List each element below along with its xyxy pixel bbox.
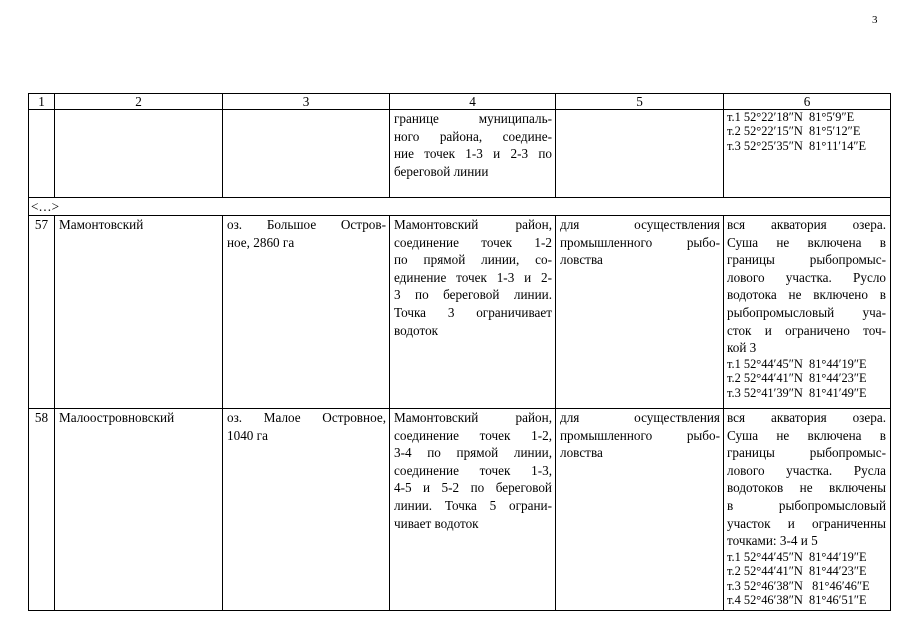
area-description: вся акватория озера. Суша не включена в границы рыбопромыс- лового участка. Русла водотоков не включены в рыбопромысловый участок и ограниченны точками: 3-4 и 5 т.1 52°44′45″N 81°44′19″E т.2 52°44′41″N 81°44′23″E т.3 52°46′38″N 81°46′46″E т.4 52°46′38″N 81°46′51″E	[724, 409, 891, 611]
continuation-row	[29, 110, 891, 198]
area-description: вся акватория озера. Суша не включена в границы рыбопромыс- лового участка. Русло водотока не включено в рыбопромысловый уча- сток и ограничено точ- кой 3 т.1 52°44′45″N 81°44′19″E т.2 52°44′41″N 81°44′23″E т.3 52°41′39″N 81°41′49″E	[724, 216, 891, 409]
header-cell-1: 1	[29, 94, 55, 110]
header-row	[29, 94, 891, 110]
header-cell-5: 5	[556, 94, 724, 110]
water-body: оз. Большое Остров- ное, 2860 га	[223, 216, 390, 409]
coordinates-list	[727, 550, 886, 608]
header-cell-3: 3	[223, 94, 390, 110]
omission-row	[29, 198, 891, 216]
header-cell-4: 4	[390, 94, 556, 110]
omission-marker: <…>	[29, 198, 891, 216]
coordinate-line: т.4 52°46′38″N 81°46′51″E	[727, 592, 867, 607]
coordinate-line: т.2 52°44′41″N 81°44′23″E	[727, 371, 867, 386]
area-name: Мамонтовский	[55, 216, 223, 409]
coordinate-line: т.2 52°44′41″N 81°44′23″E	[727, 564, 867, 579]
boundary-description: Мамонтовский район, соединение точек 1-2 по прямой линии, со- единение точек 1-3 и 2- 3 по береговой линии. Точка 3 ограничивает водоток	[390, 216, 556, 409]
table-row	[29, 216, 891, 409]
area-name: Малоостровновский	[55, 409, 223, 611]
header-cell-6: 6	[724, 94, 891, 110]
coordinate-line: т.1 52°44′45″N 81°44′19″E	[727, 356, 867, 371]
purpose: для осуществления промышленного рыбо- ловства	[556, 409, 724, 611]
boundary-description: Мамонтовский район, соединение точек 1-2, 3-4 по прямой линии, соединение точек 1-3, 4-5 и 5-2 по береговой линии. Точка 5 ограни- чивает водоток	[390, 409, 556, 611]
coordinate-line: т.3 52°46′38″N 81°46′46″E	[727, 578, 870, 593]
coordinate-line: т.2 52°22′15″N 81°5′12″E	[727, 124, 861, 139]
coordinate-line: т.3 52°25′35″N 81°11′14″E	[727, 138, 867, 153]
table-row	[29, 409, 891, 611]
continuation-coordinates	[724, 110, 891, 198]
row-number: 57	[29, 216, 55, 409]
coordinates-list	[727, 357, 886, 400]
coordinate-line: т.1 52°44′45″N 81°44′19″E	[727, 549, 867, 564]
coordinate-line: т.3 52°41′39″N 81°41′49″E	[727, 385, 867, 400]
water-body: оз. Малое Островное, 1040 га	[223, 409, 390, 611]
page-number: 3	[872, 14, 878, 26]
continuation-boundary: границе муниципаль- ного района, соедине- ние точек 1-3 и 2-3 по береговой линии	[390, 110, 556, 198]
purpose: для осуществления промышленного рыбо- ловства	[556, 216, 724, 409]
coordinate-line: т.1 52°22′18″N 81°5′9″E	[727, 110, 855, 124]
fishing-areas-table	[28, 93, 891, 611]
header-cell-2: 2	[55, 94, 223, 110]
row-number: 58	[29, 409, 55, 611]
